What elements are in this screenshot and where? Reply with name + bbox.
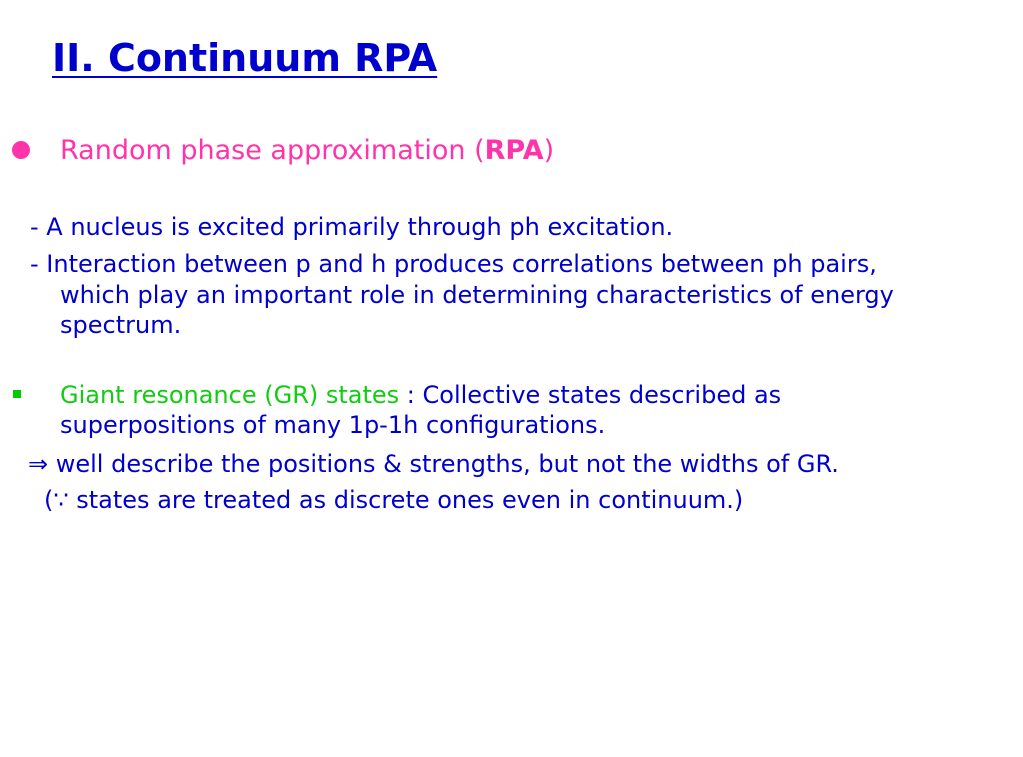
bullet-gr-line2: superpositions of many 1p-1h configurations.: [60, 411, 606, 439]
slide-title: II. Continuum RPA: [52, 36, 438, 80]
dash-item-interaction-line3: spectrum.: [60, 311, 182, 339]
bullet-square-icon: [13, 390, 21, 398]
bullet-rpa: [60, 135, 554, 166]
implication-line: ⇒ well describe the positions & strengths, but not the widths of GR.: [28, 450, 839, 478]
dash-item-interaction-line1: - Interaction between p and h produces correlations between ph pairs,: [30, 250, 877, 278]
dash-item-interaction-line2: which play an important role in determining characteristics of energy: [60, 281, 894, 309]
gr-term: Giant resonance (GR) states: [60, 381, 400, 409]
bullet-rpa-suffix: ): [543, 135, 555, 166]
bullet-dot-icon: [12, 141, 30, 159]
gr-definition: : Collective states described as: [399, 381, 782, 409]
bullet-gr-line1: [60, 381, 781, 409]
dash-item-excitation: - A nucleus is excited primarily through ph excitation.: [30, 213, 674, 241]
bullet-rpa-bold: RPA: [484, 135, 544, 166]
reason-line: (∵ states are treated as discrete ones even in continuum.): [44, 486, 744, 514]
bullet-rpa-prefix: Random phase approximation (: [60, 135, 485, 166]
